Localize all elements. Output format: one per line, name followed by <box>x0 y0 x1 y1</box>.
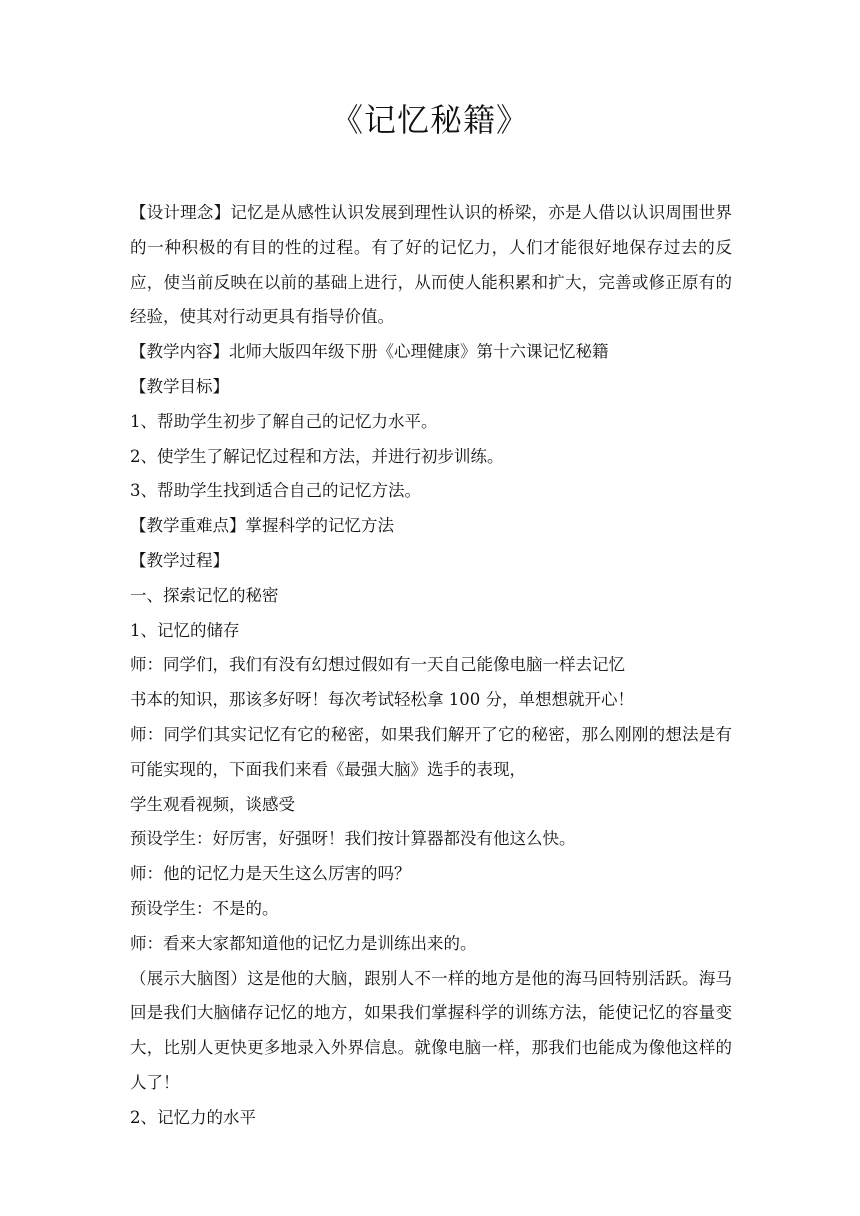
paragraph-teacher-4: 师：看来大家都知道他的记忆力是训练出来的。 <box>130 933 477 953</box>
heading-teaching-process: 【教学过程】 <box>130 550 229 570</box>
paragraph-student-answer-2: 预设学生：不是的。 <box>130 898 279 918</box>
goal-item-3: 3、帮助学生找到适合自己的记忆方法。 <box>130 481 421 501</box>
subsection-heading-2: 2、记忆力的水平 <box>130 1107 256 1127</box>
paragraph-design-concept: 【设计理念】记忆是从感性认识发展到理性认识的桥梁，亦是人借以认识周围世界的一种积极的有目的性的过程。有了好的记忆力，人们才能很好地保存过去的反应，使当前反映在以前的基础上进行，从而使人能积累和扩大，完善或修正原有的经验，使其对行动更具有指导价值。 <box>130 203 732 327</box>
paragraph-key-points: 【教学重难点】掌握科学的记忆方法 <box>130 516 394 536</box>
paragraph-teacher-3: 师：他的记忆力是天生这么厉害的吗？ <box>130 864 411 884</box>
document-body <box>130 196 732 1136</box>
goal-item-2: 2、使学生了解记忆过程和方法，并进行初步训练。 <box>130 446 504 466</box>
paragraph-teaching-content: 【教学内容】北师大版四年级下册《心理健康》第十六课记忆秘籍 <box>130 342 609 362</box>
section-heading-1: 一、探索记忆的秘密 <box>130 585 279 605</box>
heading-teaching-goals: 【教学目标】 <box>130 376 229 396</box>
document-title: 《记忆秘籍》 <box>330 101 529 139</box>
paragraph-student-answer-1: 预设学生：好厉害，好强呀！我们按计算器都没有他这么快。 <box>130 829 576 849</box>
paragraph-teacher-2: 师：同学们其实记忆有它的秘密，如果我们解开了它的秘密，那么刚刚的想法是有可能实现的，下面我们来看《最强大脑》选手的表现， <box>130 724 732 779</box>
paragraph-teacher-1-cont: 书本的知识，那该多好呀！每次考试轻松拿 100 分，单想想就开心！ <box>130 690 634 710</box>
paragraph-teacher-1: 师：同学们，我们有没有幻想过假如有一天自己能像电脑一样去记忆 <box>130 655 625 675</box>
paragraph-brain-image: （展示大脑图）这是他的大脑，跟别人不一样的地方是他的海马回特别活跃。海马回是我们大脑储存记忆的地方，如果我们掌握科学的训练方法，能使记忆的容量变大，比别人更快更多地录入外界信息。就像电脑一样，那我们也能成为像他这样的人了！ <box>130 968 732 1092</box>
goal-item-1: 1、帮助学生初步了解自己的记忆力水平。 <box>130 411 438 431</box>
paragraph-student-activity: 学生观看视频，谈感受 <box>130 794 295 814</box>
subsection-heading-1: 1、记忆的储存 <box>130 620 240 640</box>
